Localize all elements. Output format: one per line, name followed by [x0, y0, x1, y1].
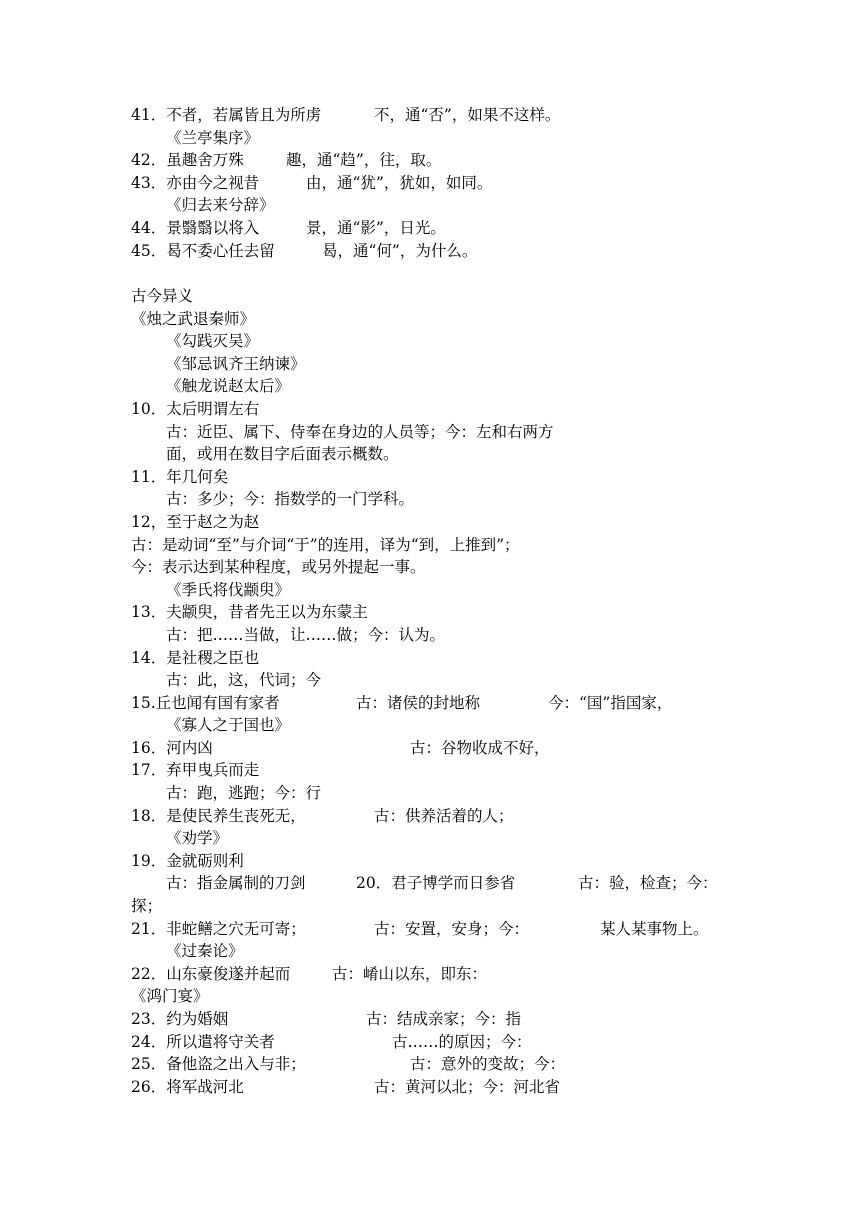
text-line: 19．金就砺则利 [131, 852, 244, 870]
text-line: 古：多少；今：指数学的一门学科。 [166, 490, 415, 508]
text-line: 43．亦由今之视昔 [131, 174, 260, 192]
text-line: 古：指金属制的刀剑 [166, 874, 306, 892]
text-line: 曷，通“何”，为什么。 [322, 242, 478, 260]
book-title: 《归去来兮辞》 [166, 196, 275, 214]
text-line: 趣，通“趋”，往，取。 [286, 151, 442, 169]
text-line: 今：表示达到某种程度，或另外提起一事。 [131, 558, 426, 576]
text-line: 古：结成亲家；今：指 [366, 1010, 522, 1028]
text-line: 20．君子博学而日参省 [356, 874, 516, 892]
text-line: 景，通“影”，日光。 [306, 219, 446, 237]
text-line: 古：是动词“至”与介词“于”的连用，译为“到，上推到”； [131, 536, 520, 554]
text-line: 45．曷不委心任去留 [131, 242, 275, 260]
text-line: 18．是使民养生丧死无， [131, 807, 306, 825]
text-line: 11．年几何矣 [131, 468, 229, 486]
text-line: 古：跑，逃跑；今：行 [166, 784, 322, 802]
text-line: 12，至于赵之为赵 [131, 513, 260, 531]
book-title: 《寡人之于国也》 [166, 716, 291, 734]
text-line: 16．河内凶 [131, 739, 213, 757]
text-line: 某人某事物上。 [600, 920, 709, 938]
text-line: 24．所以遣将守关者 [131, 1033, 275, 1051]
book-title: 《季氏将伐颛臾》 [166, 581, 291, 599]
text-line: 面，或用在数目字后面表示概数。 [166, 445, 399, 463]
book-title: 《勾践灭吴》 [166, 332, 260, 350]
text-line: 41．不者，若属皆且为所虏 [131, 106, 322, 124]
text-line: 古：验，检查；今： [578, 874, 718, 892]
book-title: 《兰亭集序》 [166, 129, 260, 147]
book-title: 《邹忌讽齐王纳谏》 [166, 355, 306, 373]
text-line: 25．备他盗之出入与非； [131, 1055, 306, 1073]
book-title: 《劝学》 [166, 829, 229, 847]
book-title: 《鸿门宴》 [131, 987, 209, 1005]
text-line: 探； [131, 897, 163, 915]
text-line: 古……的原因；今： [392, 1033, 532, 1051]
text-line: 17．弃甲曳兵而走 [131, 761, 260, 779]
text-line: 古：崤山以东，即东： [332, 965, 488, 983]
text-line: 21．非蛇鳝之穴无可寄； [131, 920, 306, 938]
text-line: 古：安置，安身；今： [374, 920, 530, 938]
text-line: 不，通“否”，如果不这样。 [374, 106, 561, 124]
book-title: 《触龙说赵太后》 [166, 377, 291, 395]
text-line: 10．太后明谓左右 [131, 400, 260, 418]
book-title: 《烛之武退秦师》 [131, 310, 256, 328]
text-line: 今：“国”指国家， [548, 694, 673, 712]
text-line: 44．景翳翳以将入 [131, 219, 260, 237]
text-line: 22．山东豪俊遂并起而 [131, 965, 291, 983]
text-line: 42．虽趣舍万殊 [131, 151, 244, 169]
text-line: 古：黄河以北；今：河北省 [374, 1078, 561, 1096]
text-line: 13．夫颛臾，昔者先王以为东蒙主 [131, 603, 368, 621]
book-title: 《过秦论》 [166, 942, 244, 960]
text-line: 古：谷物收成不好， [410, 739, 550, 757]
text-line: 古：把……当做，让……做；今：认为。 [166, 626, 446, 644]
text-line: 23．约为婚姻 [131, 1010, 229, 1028]
section-heading: 古今异义 [131, 287, 194, 305]
text-line: 由，通“犹”，犹如，如同。 [306, 174, 493, 192]
text-line: 古：意外的变故；今： [410, 1055, 566, 1073]
text-line: 古：供养活着的人； [374, 807, 514, 825]
text-line: 古：此，这，代词；今 [166, 671, 322, 689]
text-line: 古：诸侯的封地称 [356, 694, 481, 712]
text-line: 26．将军战河北 [131, 1078, 244, 1096]
text-line: 15.丘也闻有国有家者 [131, 694, 280, 712]
text-line: 14．是社稷之臣也 [131, 649, 260, 667]
text-line: 古：近臣、属下、侍奉在身边的人员等；今：左和右两方 [166, 423, 554, 441]
